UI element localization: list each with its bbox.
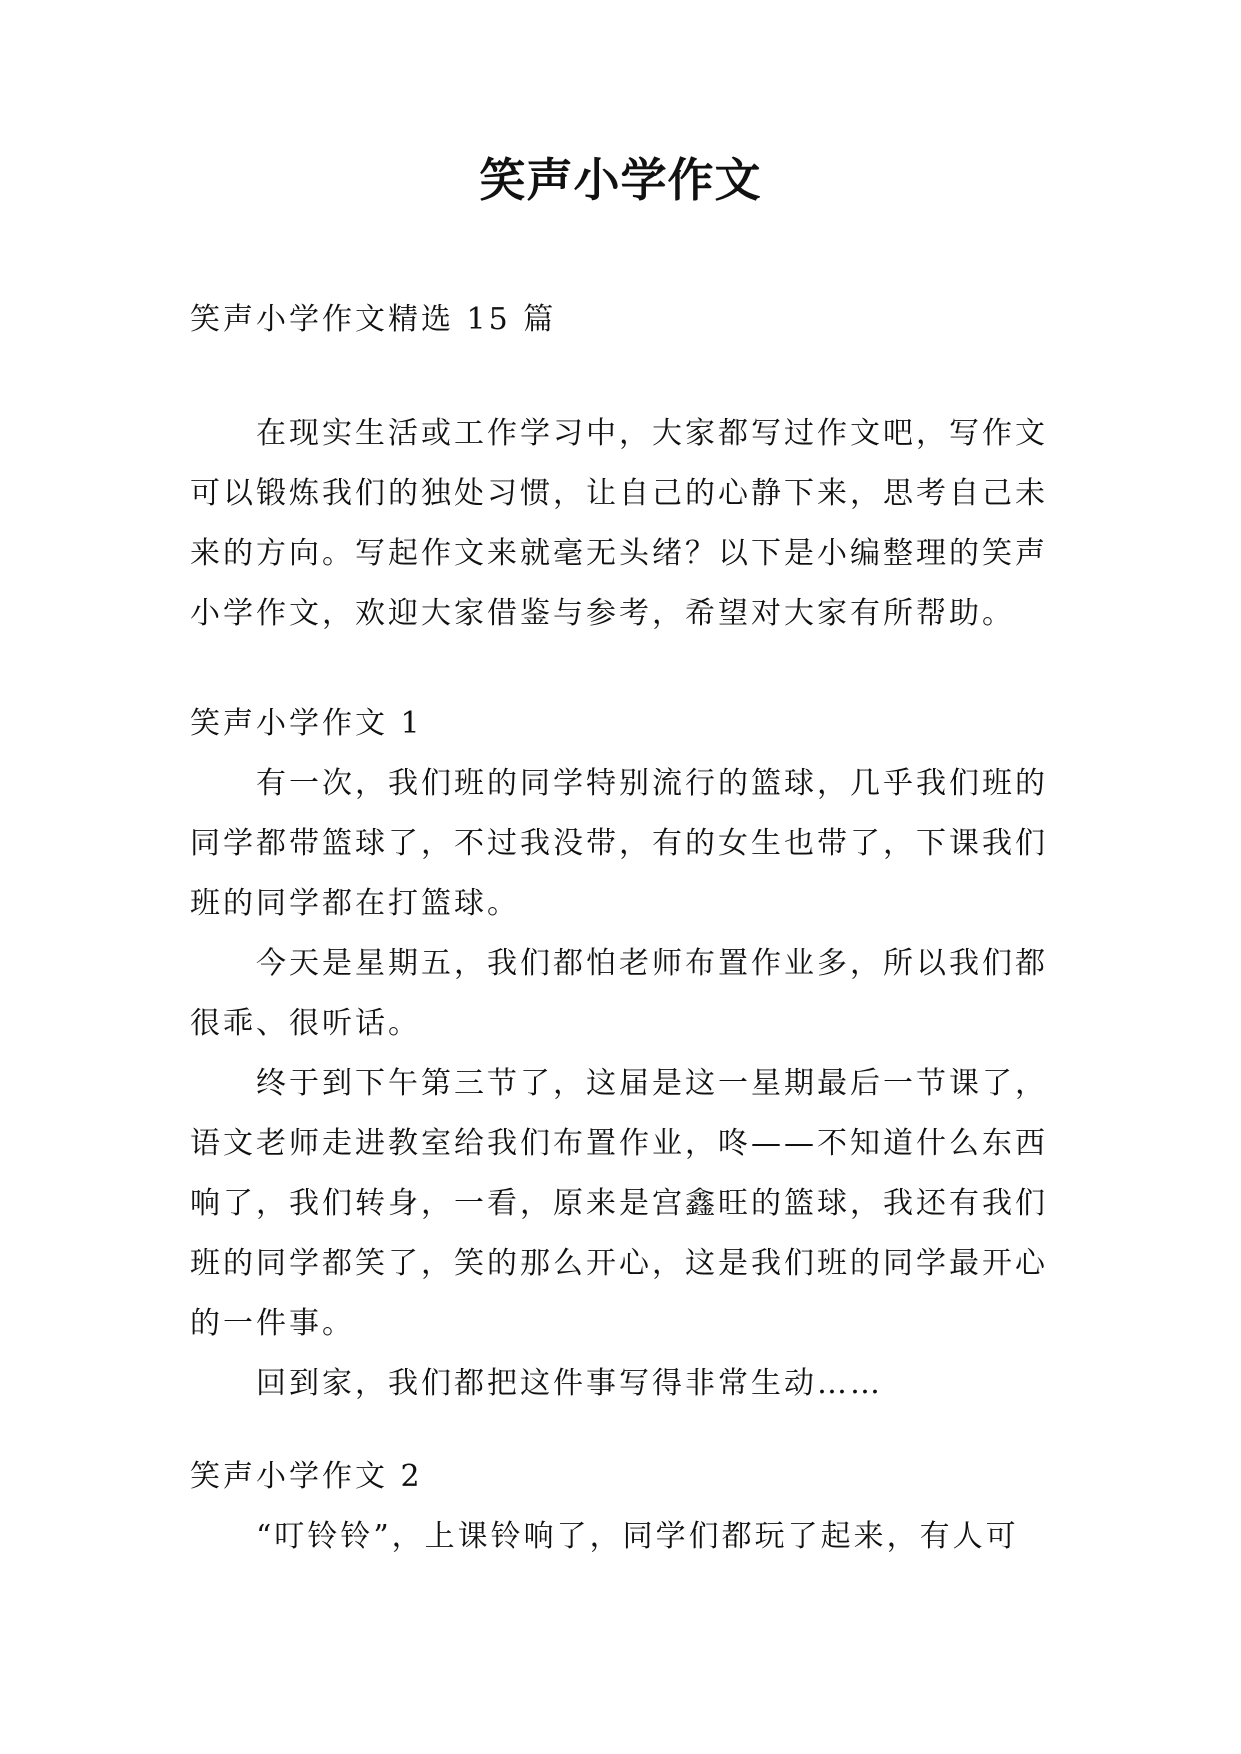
paragraph: 回到家，我们都把这件事写得非常生动…… [256, 1366, 883, 1401]
section-heading: 笑声小学作文 2 [190, 1459, 423, 1494]
essay-section-2 [190, 1447, 1070, 1567]
paragraph: “叮铃铃”，上课铃响了，同学们都玩了起来，有人可 [256, 1519, 1019, 1554]
essay-section-1 [190, 694, 1070, 1414]
paragraph: 今天是星期五，我们都怕老师布置作业多，所以我们都很乖、很听话。 [190, 946, 1048, 1041]
section-heading: 笑声小学作文 1 [190, 706, 423, 741]
paragraph: 终于到下午第三节了，这届是这一星期最后一节课了，语文老师走进教室给我们布置作业，咚——不知道什么东西响了，我们转身，一看，原来是宫鑫旺的篮球，我还有我们班的同学都笑了，笑的那么开心，这是我们班的同学最开心的一件事。 [190, 1066, 1048, 1341]
document-title: 笑声小学作文 [479, 153, 762, 207]
intro-paragraph: 在现实生活或工作学习中，大家都写过作文吧，写作文可以锻炼我们的独处习惯，让自己的心静下来，思考自己未来的方向。写起作文来就毫无头绪？以下是小编整理的笑声小学作文，欢迎大家借鉴与参考，希望对大家有所帮助。 [190, 416, 1048, 631]
paragraph: 有一次，我们班的同学特别流行的篮球，几乎我们班的同学都带篮球了，不过我没带，有的女生也带了，下课我们班的同学都在打篮球。 [190, 766, 1048, 921]
document-subtitle: 笑声小学作文精选 15 篇 [190, 302, 557, 337]
